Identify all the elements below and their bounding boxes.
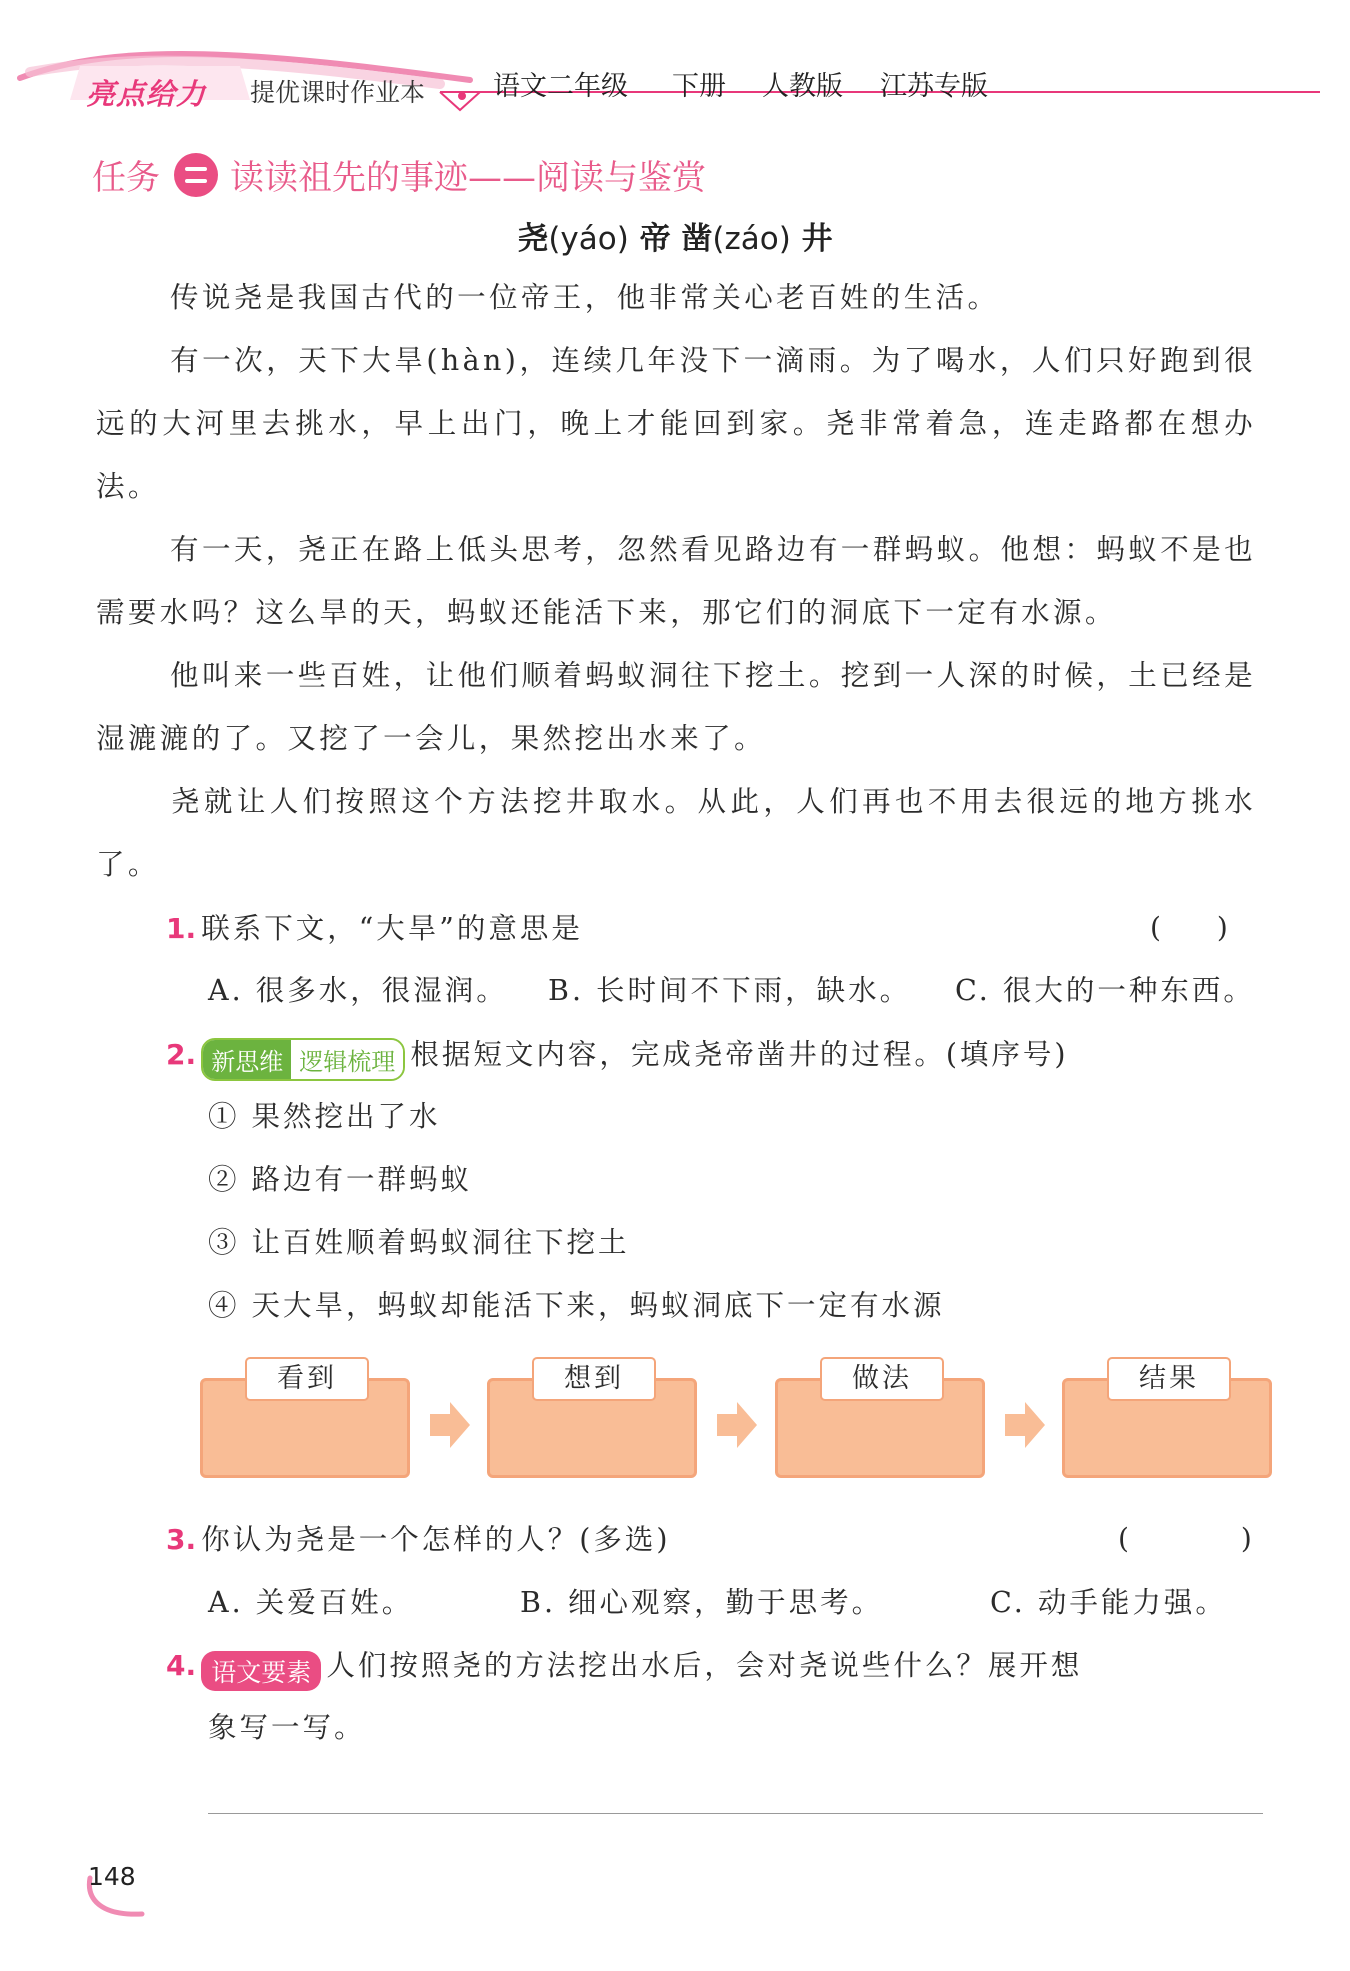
question-number: 4.: [166, 1649, 197, 1682]
question-1: [166, 906, 583, 947]
answer-paren[interactable]: ( ): [1150, 911, 1228, 944]
header-region: 江苏专版: [880, 71, 988, 102]
question-text-cont: 象写一写。: [208, 1711, 366, 1744]
question-text: 人们按照尧的方法挖出水后，会对尧说些什么？展开想: [326, 1649, 1083, 1682]
arrow-right-icon: [428, 1400, 472, 1450]
brand-logo: 亮点给力: [86, 77, 207, 111]
sequence-item: ② 路边有一群蚂蚁: [208, 1163, 473, 1196]
option-b[interactable]: B. 长时间不下雨，缺水。: [548, 974, 912, 1007]
header-volume: 下册: [672, 71, 726, 102]
answer-line[interactable]: [208, 1813, 1263, 1814]
flow-label: 看到: [245, 1357, 369, 1401]
option-c[interactable]: C. 动手能力强。: [990, 1586, 1227, 1619]
arrow-right-icon: [1003, 1400, 1047, 1450]
task-heading: [92, 150, 706, 199]
title-pinyin: (yáo): [548, 221, 629, 257]
story-paragraph: 传说尧是我国古代的一位帝王，他非常关心老百姓的生活。: [170, 281, 1000, 314]
flow-label: 想到: [532, 1357, 656, 1401]
sequence-item: ④ 天大旱，蚂蚁却能活下来，蚂蚁洞底下一定有水源: [208, 1289, 945, 1322]
story-paragraph: 有一天，尧正在路上低头思考，忽然看见路边有一群蚂蚁。他想：蚂蚁不是也需要水吗？这么旱的天，蚂蚁还能活下来，那它们的洞底下一定有水源。: [96, 533, 1256, 629]
sequence-item: ③ 让百姓顺着蚂蚁洞往下挖土: [208, 1226, 630, 1259]
option-c[interactable]: C. 很大的一种东西。: [955, 974, 1255, 1007]
story-title: [0, 213, 1350, 258]
story-paragraph: 尧就让人们按照这个方法挖井取水。从此，人们再也不用去很远的地方挑水了。: [96, 785, 1256, 881]
title-char: 帝 凿: [628, 221, 713, 257]
title-char: 尧: [517, 221, 549, 257]
answer-paren[interactable]: ( ): [1118, 1522, 1252, 1555]
task-prefix: 任务: [92, 158, 160, 198]
question-3: [166, 1517, 670, 1558]
flow-label: 做法: [820, 1357, 944, 1401]
question-2: [166, 1032, 1069, 1081]
title-char: 井: [790, 221, 833, 257]
series-name: 提优课时作业本: [250, 78, 426, 107]
task-number-badge: [174, 153, 218, 197]
sequence-item: ① 果然挖出了水: [208, 1100, 441, 1133]
question-number: 3.: [166, 1523, 197, 1556]
header-subject: 语文二年级: [493, 71, 628, 102]
new-thinking-tag: 新思维 逻辑梳理: [201, 1038, 405, 1081]
flow-label: 结果: [1107, 1357, 1231, 1401]
question-text: 联系下文，“大旱”的意思是: [201, 912, 583, 945]
option-b[interactable]: B. 细心观察，勤于思考。: [520, 1586, 884, 1619]
story-paragraph: 他叫来一些百姓，让他们顺着蚂蚁洞往下挖土。挖到一人深的时候，土已经是湿漉漉的了。又挖了一会儿，果然挖出水来了。: [96, 659, 1256, 755]
question-text: 你认为尧是一个怎样的人？(多选): [201, 1523, 671, 1556]
story-paragraph: 有一次，天下大旱(hàn)，连续几年没下一滴雨。为了喝水，人们只好跑到很远的大河里去挑水，早上出门，晚上才能回到家。尧非常着急，连走路都在想办法。: [96, 344, 1256, 503]
arrow-right-icon: [715, 1400, 759, 1450]
title-pinyin: (záo): [712, 221, 791, 257]
option-a[interactable]: A. 很多水，很湿润。: [208, 974, 508, 1007]
page-number: 148: [88, 1862, 136, 1891]
header-edition: 人教版: [762, 71, 843, 102]
question-number: 2.: [166, 1038, 197, 1071]
question-4: [166, 1643, 1082, 1691]
question-text: 根据短文内容，完成尧帝凿井的过程。(填序号): [410, 1038, 1069, 1071]
task-title: 读读祖先的事迹——阅读与鉴赏: [230, 158, 706, 198]
chinese-element-tag: 语文要素: [201, 1651, 321, 1691]
question-number: 1.: [166, 912, 197, 945]
option-a[interactable]: A. 关爱百姓。: [208, 1586, 414, 1619]
